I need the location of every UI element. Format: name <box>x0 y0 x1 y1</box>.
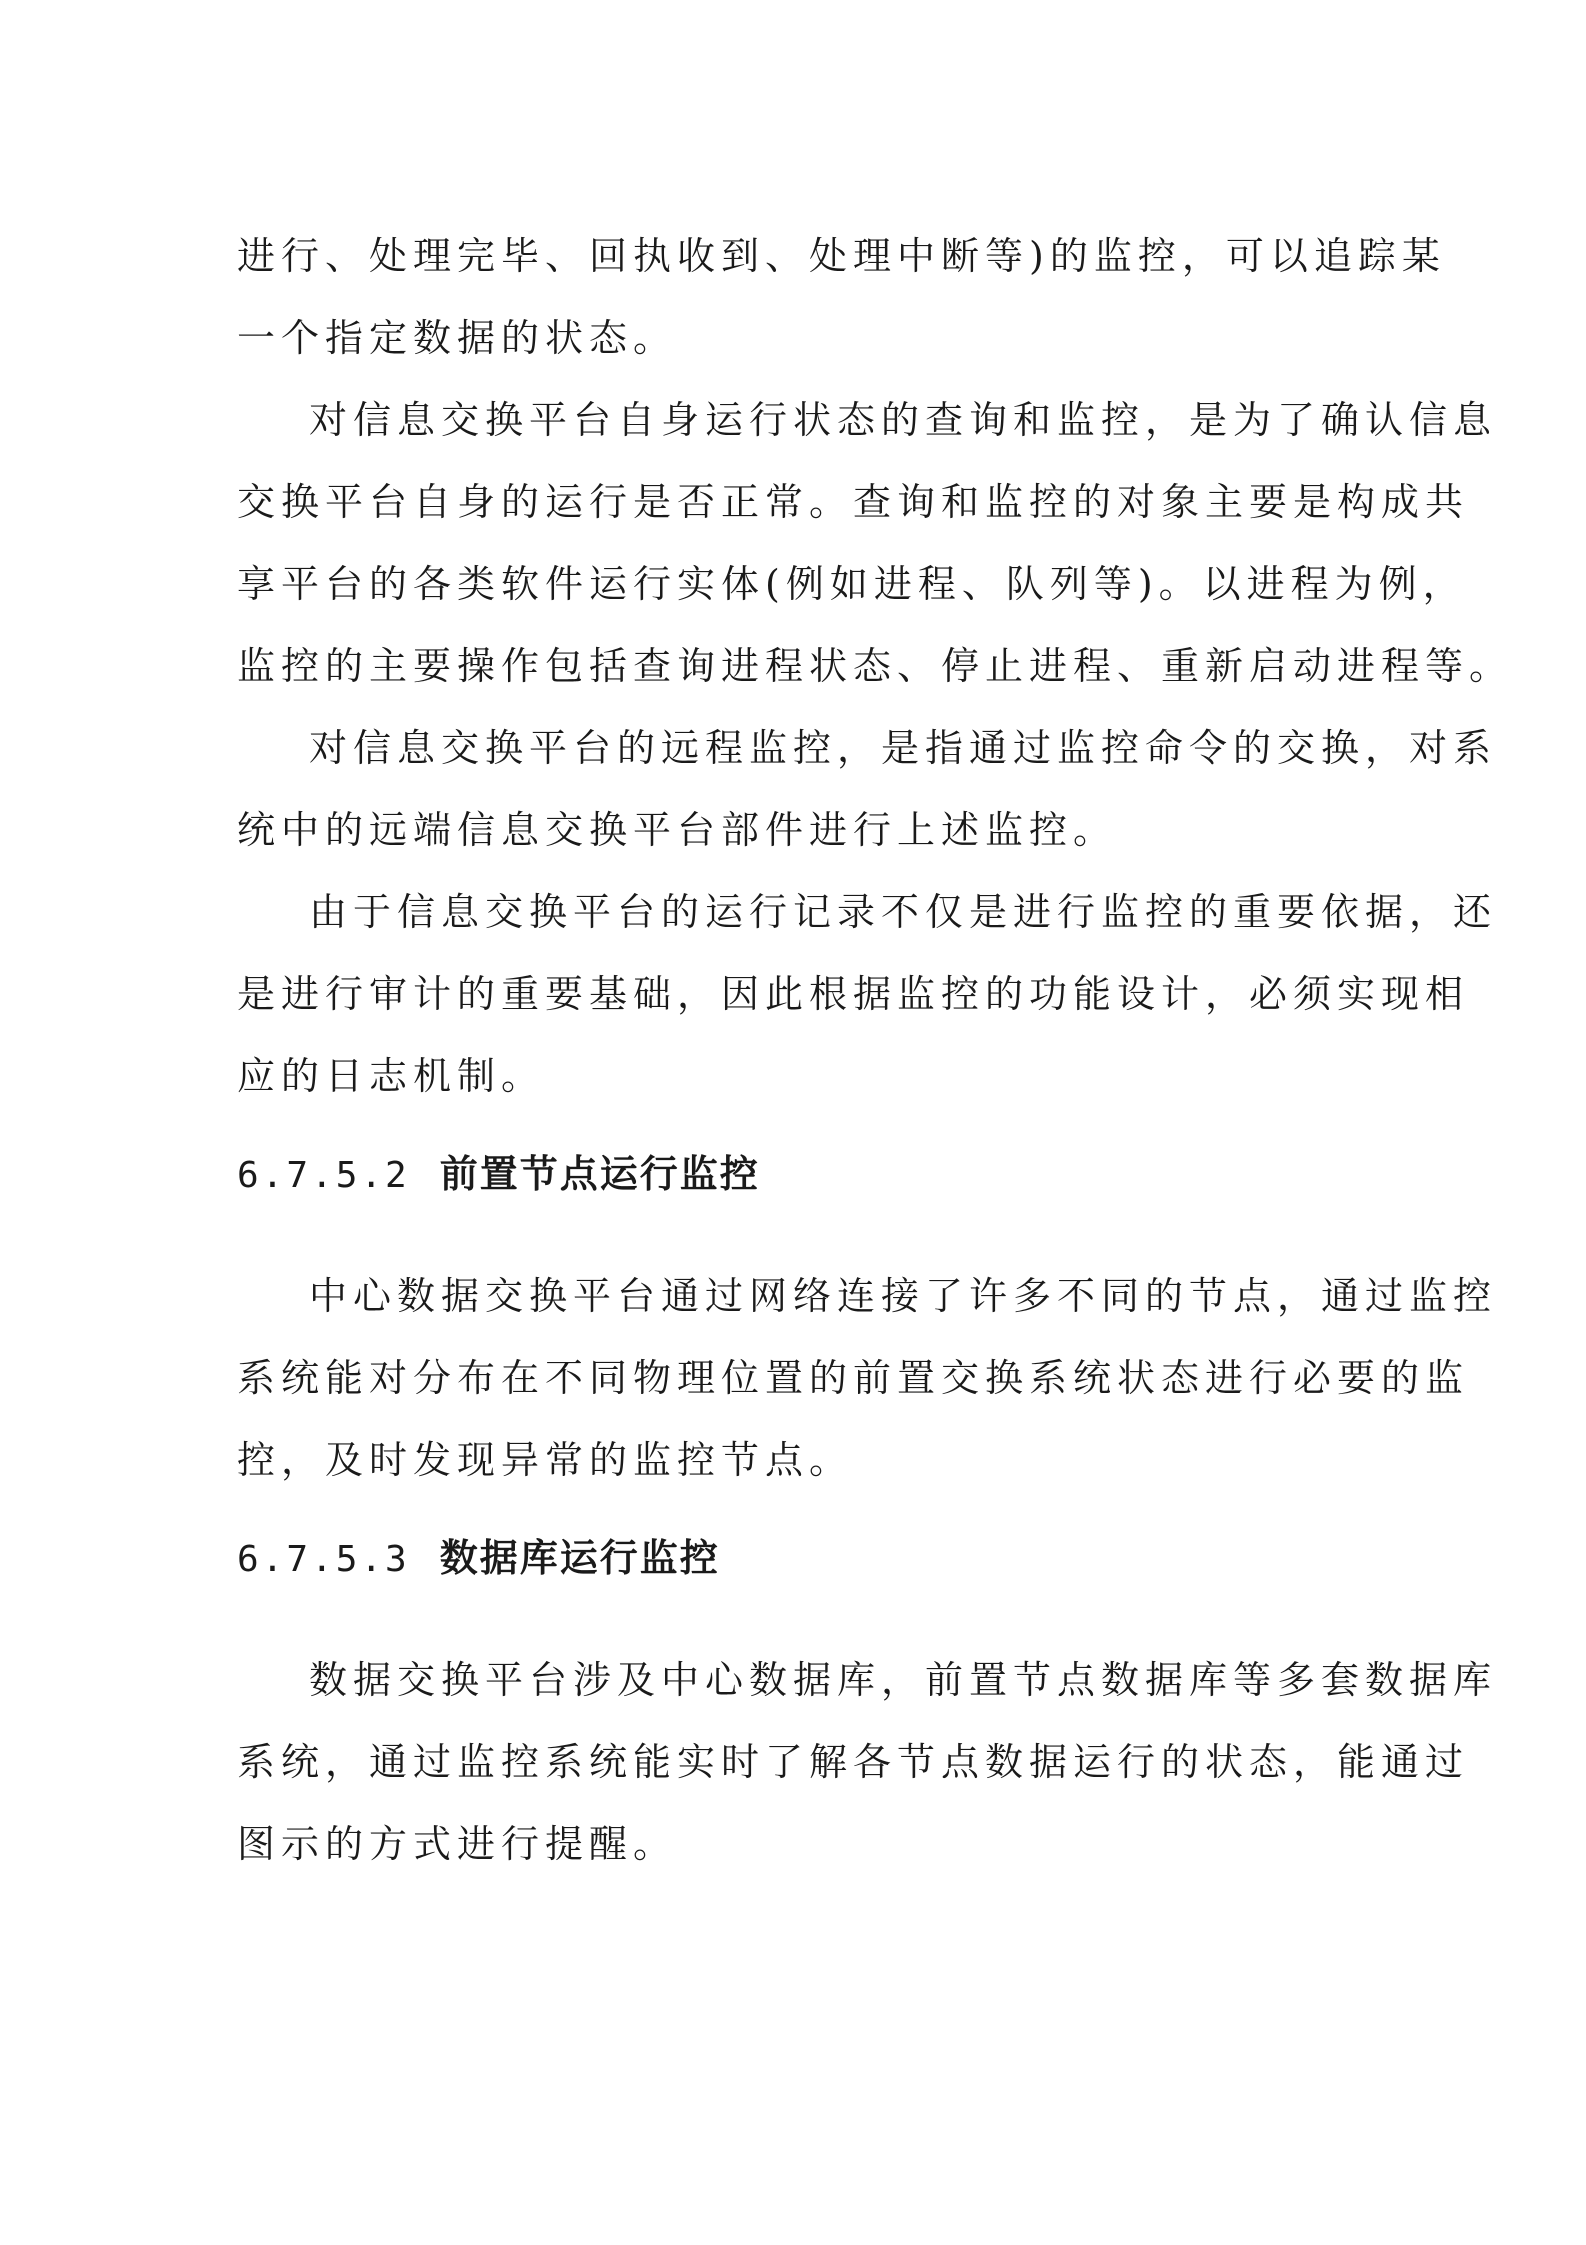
section-heading <box>237 1517 1367 1599</box>
text-line: 图示的方式进行提醒。 <box>237 1822 678 1866</box>
section-database-monitoring <box>237 1517 1498 1885</box>
text-line: 系统，通过监控系统能实时了解各节点数据运行的状态，能通过 <box>237 1740 1470 1784</box>
text-line: 对信息交换平台的远程监控，是指通过监控命令的交换，对系 <box>309 726 1498 770</box>
paragraph-continuation <box>237 215 1446 379</box>
text-line: 是进行审计的重要基础，因此根据监控的功能设计，必须实现相 <box>237 972 1470 1016</box>
document-page <box>237 215 1514 1885</box>
text-line: 由于信息交换平台的运行记录不仅是进行监控的重要依据，还 <box>309 890 1498 934</box>
section-number: 6.7.5.3 <box>237 1539 410 1580</box>
text-line: 交换平台自身的运行是否正常。查询和监控的对象主要是构成共 <box>237 480 1470 524</box>
text-line: 统中的远端信息交换平台部件进行上述监控。 <box>237 808 1118 852</box>
text-line: 中心数据交换平台通过网络连接了许多不同的节点，通过监控 <box>309 1274 1498 1318</box>
paragraph <box>237 707 1498 871</box>
text-line: 控，及时发现异常的监控节点。 <box>237 1438 854 1482</box>
text-line: 进行、处理完毕、回执收到、处理中断等)的监控，可以追踪某 <box>237 234 1446 278</box>
paragraph <box>237 871 1498 1117</box>
section-title: 数据库运行监控 <box>439 1535 720 1580</box>
section-front-node-monitoring <box>237 1133 1498 1501</box>
text-line: 应的日志机制。 <box>237 1054 546 1098</box>
paragraph <box>237 379 1514 707</box>
text-line: 对信息交换平台自身运行状态的查询和监控，是为了确认信息 <box>309 398 1498 442</box>
section-number: 6.7.5.2 <box>237 1155 410 1196</box>
text-line: 一个指定数据的状态。 <box>237 316 678 360</box>
section-heading <box>237 1133 1367 1215</box>
text-line: 享平台的各类软件运行实体(例如进程、队列等)。以进程为例， <box>237 562 1467 606</box>
text-line: 监控的主要操作包括查询进程状态、停止进程、重新启动进程等。 <box>237 644 1514 688</box>
section-title: 前置节点运行监控 <box>439 1151 760 1196</box>
text-line: 系统能对分布在不同物理位置的前置交换系统状态进行必要的监 <box>237 1356 1470 1400</box>
text-line: 数据交换平台涉及中心数据库，前置节点数据库等多套数据库 <box>309 1658 1498 1702</box>
